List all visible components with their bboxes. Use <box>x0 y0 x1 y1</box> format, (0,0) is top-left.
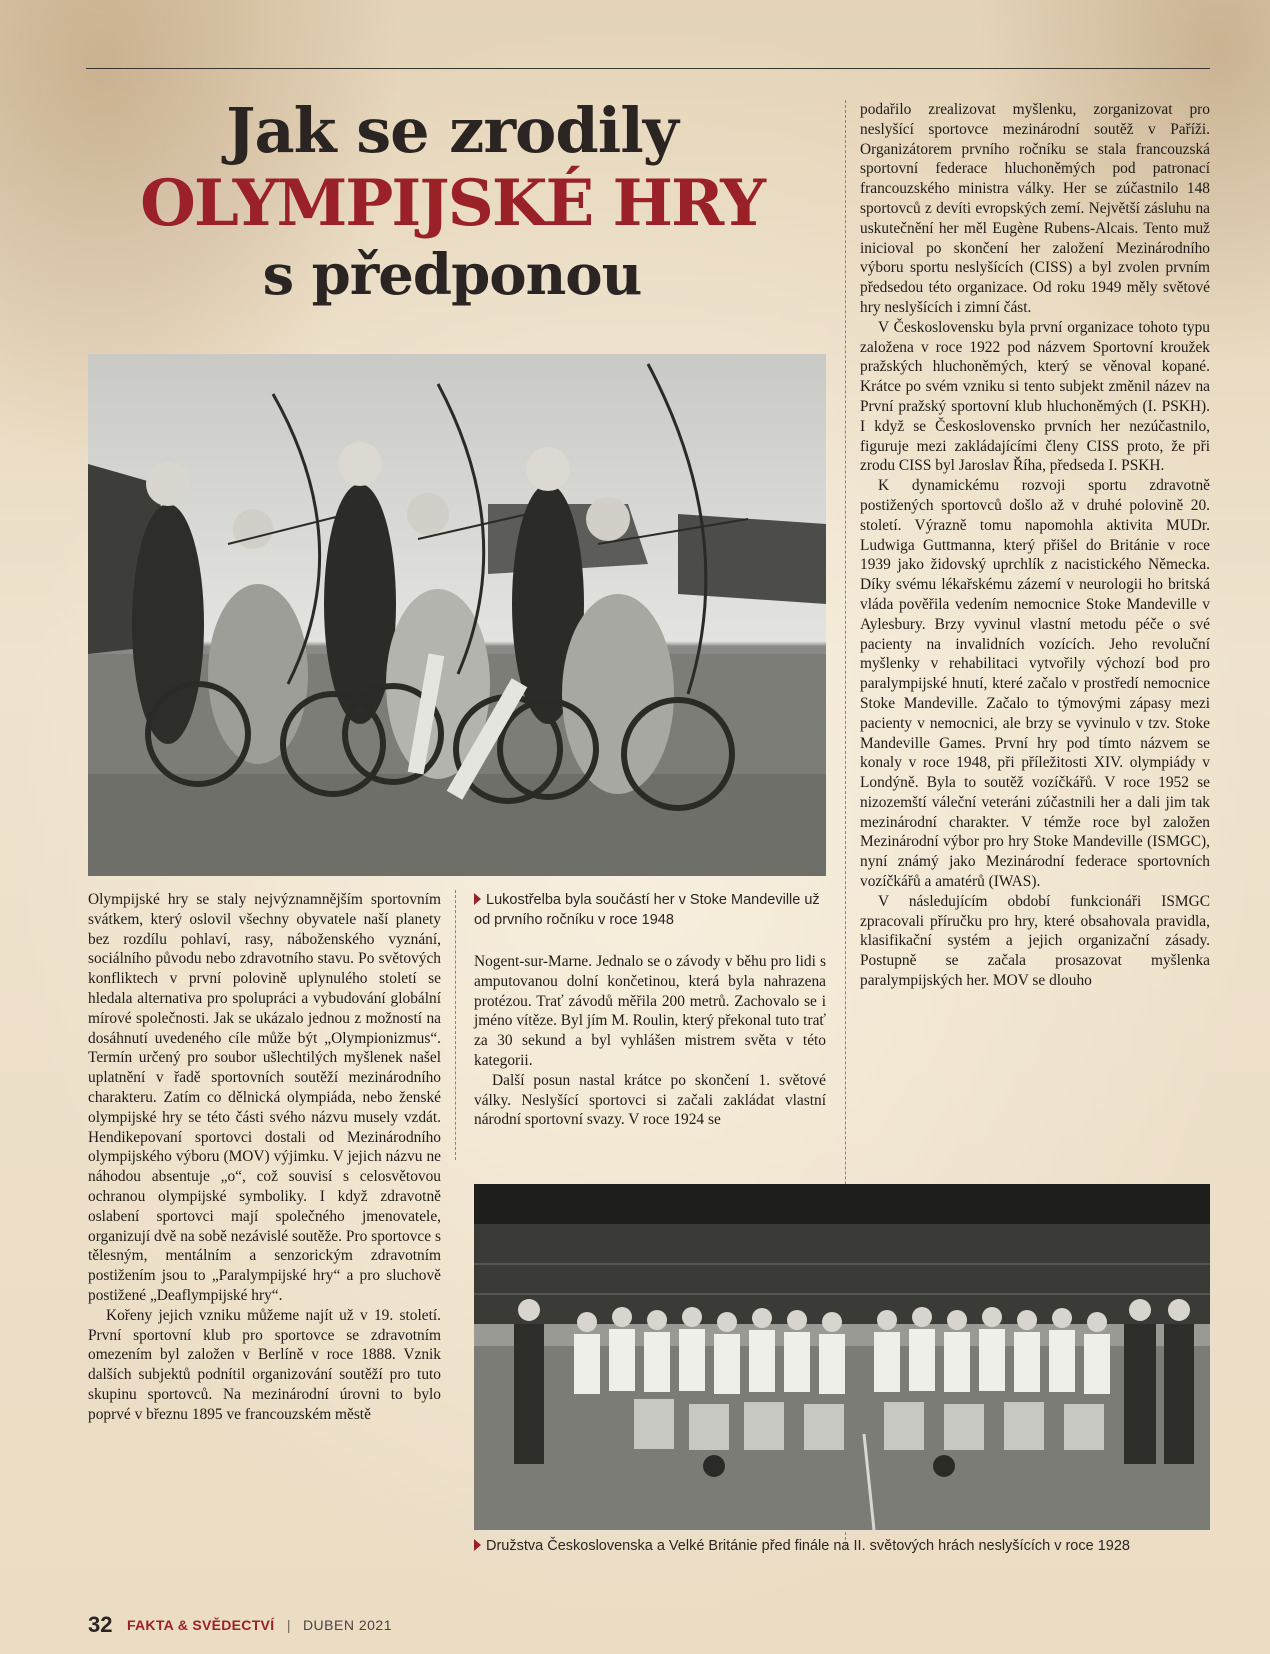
page-footer <box>88 1612 392 1638</box>
top-rule <box>86 68 1210 69</box>
paragraph: Kořeny jejich vzniku můžeme najít už v 19. století. První sportovní klub pro sportovce se zdravotním omezením byl založen v Berlíně v roce 1888. Vznik dalších subjektů podnítil organizování soutěží pro tuto skupinu sportovců. Na mezinárodní úrovni to bylo poprvé v březnu 1895 ve francouzském městě <box>88 1306 441 1423</box>
headline-line-1: Jak se zrodily <box>226 94 678 167</box>
column-2 <box>474 952 826 1130</box>
photo-football-teams-image <box>474 1184 1210 1530</box>
caption-marker-icon <box>474 1539 481 1551</box>
column-1 <box>88 890 441 1425</box>
paragraph: K dynamickému rozvoji sportu zdravotně postižených sportovců došlo až v druhé polovině 20. století. Výrazně tomu napomohla aktivita MUDr. Ludwiga Guttmanna, který přišel do Británie v roce 1939 jako židovský uprchlík z nacistického Německa. Díky svému lékařskému zázemí v neurologii ho britská vláda pověřila vedením nemocnice Stoke Mandeville v Aylesbury. Brzy vyvinul vlastní metodu péče o své pacienty na invalidních vozících. Jeho revoluční myšlenky v rehabilitaci vytvořily výchozí bod pro paralympijské hnutí, které začalo v prostředí nemocnice Stoke Mandeville. Začalo to týmovými zápasy mezi pacienty v nemocnici, ale brzy se vyvinulo v tzv. Stoke Mandeville Games. První hry pod tímto názvem se konaly v roce 1948, při příležitosti XIV. olympiády v Londýně. Byla to soutěž vozíčkářů. V roce 1952 se nizozemští váleční veteráni zúčastnili her a dali jim tak mezinárodní charakter. V témže roce byl založen Mezinárodní výbor pro hry Stoke Mandeville (ISMGC), nyní známý jako Mezinárodní federace sportovních vozíčkářů a amatérů (IWAS). <box>860 477 1210 891</box>
photo-football-teams <box>474 1184 1210 1530</box>
photo-football-teams-caption: Družstva Československa a Velké Británie před finále na II. světových hrách neslyšících v roce 1928 <box>474 1536 1214 1556</box>
photo-archery <box>88 354 826 876</box>
column-3 <box>860 100 1210 991</box>
footer-separator: | <box>286 1617 291 1633</box>
column-divider-middle <box>455 890 456 1160</box>
paragraph: V Československu byla první organizace tohoto typu založena v roce 1922 pod názvem Sportovní kroužek pražských hluchoněmých, který se věnoval kopané. Krátce po svém vzniku si tento subjekt změnil název na První pražský sportovní klub hluchoněmých (I. PSKH). I když se Československo prvních her nezúčastnilo, figuruje mezi zakládajícími členy CISS proto, že při zrodu CISS byl Jaroslav Říha, předseda I. PSKH. <box>860 318 1210 475</box>
caption-marker-icon <box>474 893 481 905</box>
page-number: 32 <box>88 1612 113 1637</box>
headline <box>72 96 832 308</box>
paragraph: V následujícím období funkcionáři ISMGC zpracovali příručku pro hry, které obsahovala pravidla, klasifikační systém a jejich organizační zásady. Postupně se začala prosazovat myšlenka paralympijských her. MOV se dlouho <box>860 892 1210 990</box>
issue-date: DUBEN 2021 <box>302 1617 392 1633</box>
paragraph: Olympijské hry se staly nejvýznamnějším sportovním svátkem, který oslovil všechny obyvatele naší planety bez rozdílu pohlaví, rasy, náboženského vyznání, sociálního původu nebo zdravotního stavu. Po světových konfliktech v první polovině uplynulého století se hledala alternativa pro spolupráci a vybudování globální mírové společnosti. Jak se ukázalo jednou z možností na dosáhnutí uvedeného cíle může být „Olympionizmus“. Termín určený pro soubor ušlechtilých myšlenek našel uplatnění v řadě sportovních soutěží mezinárodního charakteru. Zatím co dělnická olympiáda, nebo ženské olympijské hry se této části svého názvu musely vzdát. Hendikepovaní sportovci dostali od Mezinárodního olympijského výboru (MOV) výjimku. V jejich názvu ne náhodou absentuje „o“, což souvisí s celosvětovou ochranou olympijské symboliky. I když zdravotně oslabení sportovci mají společného jmenovatele, organizují dvě na sobě nezávislé soutěže. Pro sportovce s tělesným, mentálním a senzorickým zdravotním postižením jsou to „Paralympijské hry“ a pro sluchově postižené „Deaflympijské hry“. <box>88 891 441 1304</box>
photo-archery-caption: Lukostřelba byla součástí her v Stoke Mandeville už od prvního ročníku v roce 1948 <box>474 892 820 928</box>
headline-line-2: OLYMPIJSKÉ HRY <box>140 166 764 241</box>
headline-line-3: s předponou <box>262 242 642 308</box>
magazine-name: FAKTA & SVĚDECTVÍ <box>126 1617 275 1633</box>
paragraph: Nogent-sur-Marne. Jednalo se o závody v běhu pro lidi s amputovanou dolní končetinou, která byla nahrazena protézou. Trať závodů měřila 200 metrů. Zachovalo se i jméno vítěze. Byl jím M. Roulin, který překonal tuto trať za 30 sekund a byl vyhlášen mistrem světa v této kategorii. <box>474 953 826 1069</box>
photo-archery-image <box>88 354 826 876</box>
paragraph: podařilo zrealizovat myšlenku, zorganizovat pro neslyšící sportovce mezinárodní soutěž v Paříži. Organizátorem prvního ročníku se stala francouzská sportovní federace hluchoněmých pod patronací francouzského ministra války. Her se zúčastnilo 148 sportovců z devíti evropských zemí. Největší zásluhu na uskutečnění her měl Eugène Rubens-Alcais. Tento muž inicioval po skončení her založení Mezinárodního výboru sportu neslyšících (CISS) a byl zvolen prvním předsedou této organizace. Od roku 1949 měly světové hry neslyšících i zimní část. <box>860 101 1210 316</box>
paragraph: Další posun nastal krátce po skončení 1. světové války. Neslyšící sportovci si začali zakládat vlastní národní sportovní svazy. V roce 1924 se <box>474 1071 826 1129</box>
